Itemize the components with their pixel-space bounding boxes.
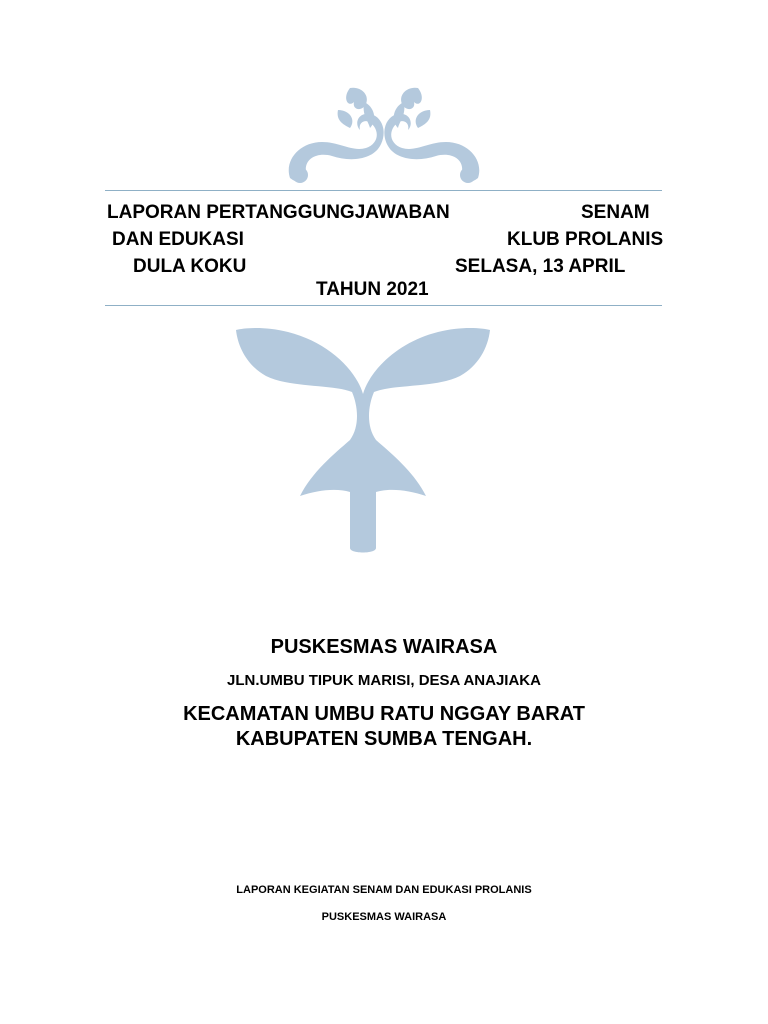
title-line3-right: SELASA, 13 APRIL <box>455 256 626 277</box>
title-line2-left: DAN EDUKASI <box>112 229 244 250</box>
title-line1-right: SENAM <box>581 202 650 223</box>
footer-report-title: LAPORAN KEGIATAN SENAM DAN EDUKASI PROLANIS <box>236 884 532 896</box>
title-line3-left: DULA KOKU <box>133 256 247 277</box>
footer-organization: PUSKESMAS WAIRASA <box>321 911 447 923</box>
floral-scroll-ornament-icon <box>280 80 488 190</box>
regency-name: KABUPATEN SUMBA TENGAH. <box>235 728 533 750</box>
organization-address: JLN.UMBU TIPUK MARISI, DESA ANAJIAKA <box>227 672 541 689</box>
organization-name: PUSKESMAS WAIRASA <box>270 636 498 658</box>
district-name: KECAMATAN UMBU RATU NGGAY BARAT <box>183 703 585 725</box>
title-line2-right: KLUB PROLANIS <box>507 229 664 250</box>
report-title-block <box>105 190 662 306</box>
sprout-leaf-ornament-icon <box>232 322 494 558</box>
title-line4-year: TAHUN 2021 <box>316 279 429 300</box>
title-line1-left: LAPORAN PERTANGGUNGJAWABAN <box>107 202 450 223</box>
